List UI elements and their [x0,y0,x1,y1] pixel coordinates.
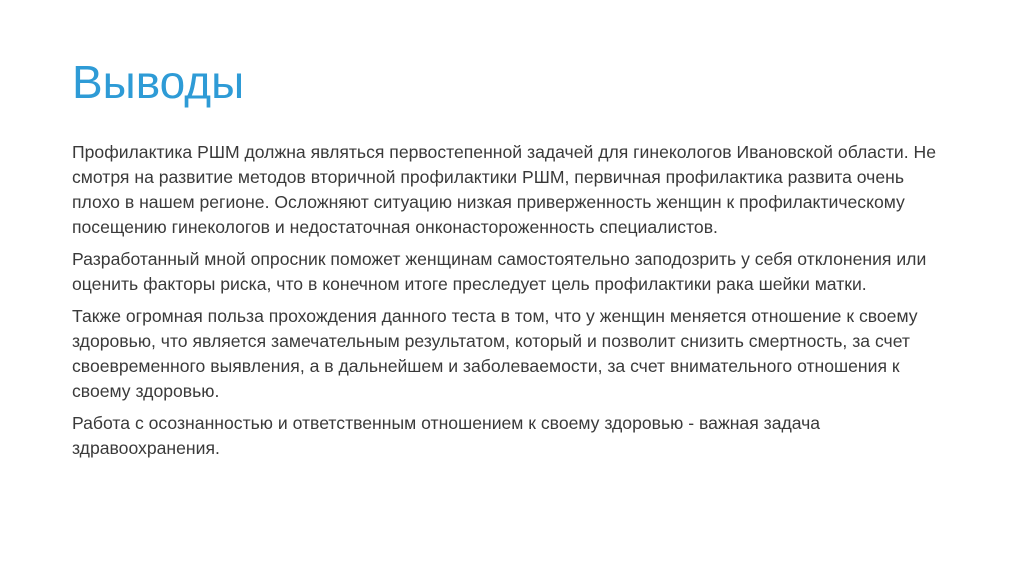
conclusion-paragraph-1: Профилактика РШМ должна являться первостепенной задачей для гинекологов Ивановской области. Не смотря на развитие методов вторичной профилактики РШМ, первичная профилактика развита очень плохо в нашем регионе. Осложняют ситуацию низкая приверженность женщин к профилактическому посещению гинекологов и недостаточная онконастороженность специалистов. [72,142,936,237]
slide-body [72,140,952,461]
slide-title: Выводы [72,56,245,108]
conclusion-paragraph-4: Работа с осознанностью и ответственным отношением к своему здоровью - важная задача здравоохранения. [72,413,821,458]
conclusion-paragraph-3: Также огромная польза прохождения данного теста в том, что у женщин меняется отношение к своему здоровью, что является замечательным результатом, который и позволит снизить смертность, за счет своевременного выявления, а в дальнейшем и заболеваемости, за счет внимательного отношения к своему здоровью. [72,306,918,401]
conclusion-paragraph-2: Разработанный мной опросник поможет женщинам самостоятельно заподозрить у себя отклонения или оценить факторы риска, что в конечном итоге преследует цель профилактики рака шейки матки. [72,249,927,294]
